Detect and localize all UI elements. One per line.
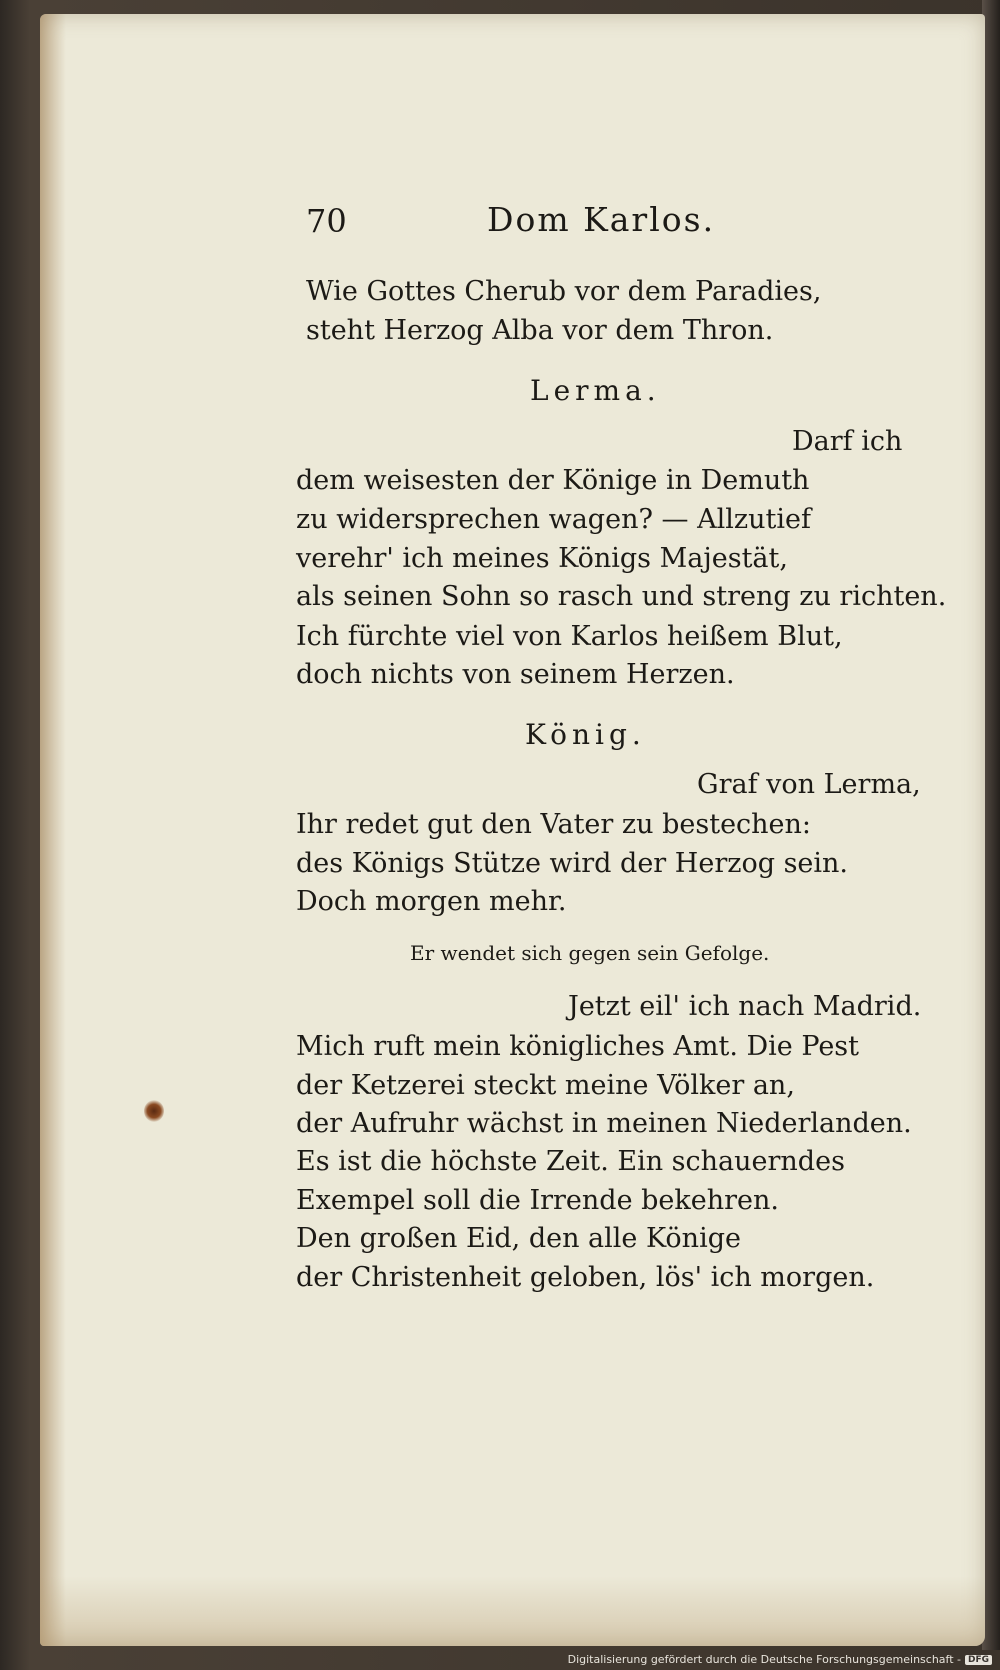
speaker-name: König. (525, 718, 646, 751)
running-title: Dom Karlos. (487, 200, 716, 239)
speaker-name: Lerma. (530, 374, 661, 407)
page-number: 70 (306, 202, 347, 240)
book-page (40, 14, 985, 1646)
verse-line: Graf von Lerma, (697, 769, 921, 800)
verse-line: des Königs Stütze wird der Herzog sein. (296, 848, 849, 879)
verse-line: Es ist die höchste Zeit. Ein schauerndes (296, 1146, 845, 1177)
verse-line: der Ketzerei steckt meine Völker an, (296, 1070, 795, 1101)
verse-line: Doch morgen mehr. (296, 886, 567, 917)
verse-line: als seinen Sohn so rasch und streng zu richten. (296, 581, 947, 612)
verse-line: Wie Gottes Cherub vor dem Paradies, (306, 276, 822, 307)
verse-line: Ich fürchte viel von Karlos heißem Blut, (296, 621, 843, 652)
verse-line: verehr' ich meines Königs Majestät, (296, 543, 788, 574)
verse-line: Den großen Eid, den alle Könige (296, 1223, 741, 1254)
verse-line: zu widersprechen wagen? — Allzutief (296, 504, 811, 535)
verse-line: Ihr redet gut den Vater zu bestechen: (296, 809, 812, 840)
digitization-credit (568, 1653, 992, 1666)
page-text (40, 14, 985, 1646)
verse-line: Darf ich (792, 426, 903, 457)
verse-line: der Christenheit geloben, lös' ich morgen. (296, 1262, 875, 1293)
verse-line: Mich ruft mein königliches Amt. Die Pest (296, 1031, 860, 1062)
verse-line: Jetzt eil' ich nach Madrid. (568, 991, 922, 1022)
verse-line: steht Herzog Alba vor dem Thron. (306, 315, 774, 346)
verse-line: dem weisesten der Könige in Demuth (296, 465, 810, 496)
stage-direction: Er wendet sich gegen sein Gefolge. (410, 941, 770, 965)
verse-line: Exempel soll die Irrende bekehren. (296, 1185, 779, 1216)
verse-line: doch nichts von seinem Herzen. (296, 659, 735, 690)
verse-line: der Aufruhr wächst in meinen Niederlanden. (296, 1108, 912, 1139)
dfg-logo: DFG (965, 1655, 992, 1665)
credit-text: Digitalisierung gefördert durch die Deutsche Forschungsgemeinschaft - (567, 1653, 961, 1666)
